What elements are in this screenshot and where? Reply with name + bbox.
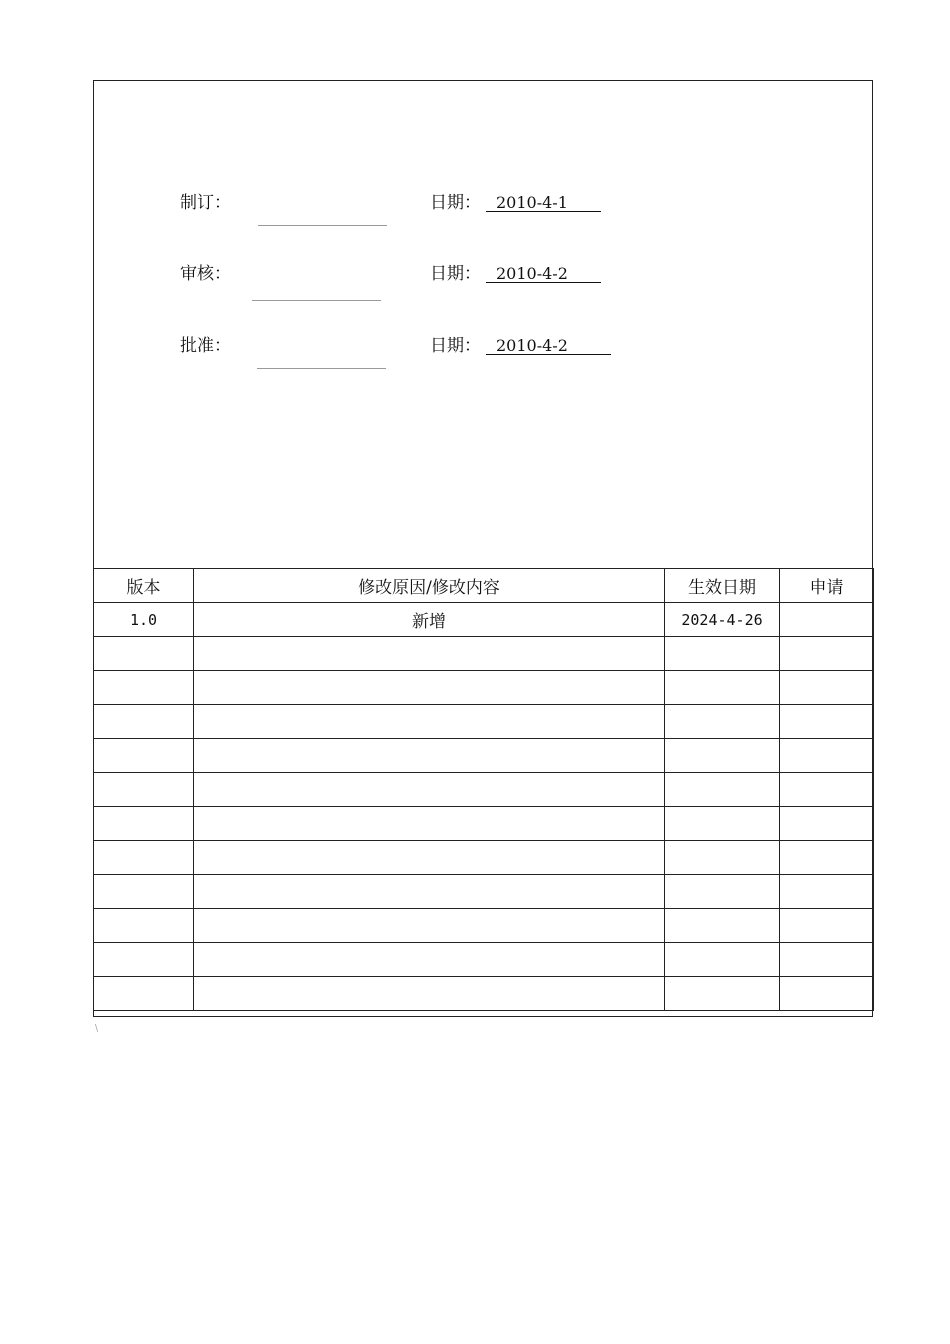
change-reason-cell[interactable] — [194, 807, 665, 841]
approved-by-signature-line[interactable] — [257, 368, 386, 369]
reviewed-date-value[interactable]: 2010-4-2 — [496, 264, 568, 283]
effective-date-cell[interactable] — [665, 807, 780, 841]
effective-date-cell[interactable]: 2024-4-26 — [665, 603, 780, 637]
version-cell[interactable] — [94, 773, 194, 807]
drafted-date-label: 日期： — [430, 193, 481, 213]
change-reason-cell[interactable] — [194, 671, 665, 705]
applicant-cell[interactable] — [780, 841, 874, 875]
effective-date-cell[interactable] — [665, 943, 780, 977]
applicant-cell[interactable] — [780, 875, 874, 909]
table-row — [94, 841, 874, 875]
applicant-cell[interactable] — [780, 773, 874, 807]
applicant-cell[interactable] — [780, 671, 874, 705]
header-change-reason: 修改原因/修改内容 — [194, 569, 665, 603]
document-frame — [93, 80, 873, 1017]
drafted-date-value[interactable]: 2010-4-1 — [496, 193, 568, 212]
version-cell[interactable] — [94, 637, 194, 671]
header-version: 版本 — [94, 569, 194, 603]
table-header-row — [94, 569, 874, 603]
approved-date-value[interactable]: 2010-4-2 — [496, 336, 568, 355]
applicant-cell[interactable] — [780, 637, 874, 671]
applicant-cell[interactable] — [780, 977, 874, 1011]
table-row — [94, 807, 874, 841]
header-applicant: 申请 — [780, 569, 874, 603]
applicant-cell[interactable] — [780, 807, 874, 841]
applicant-cell[interactable] — [780, 705, 874, 739]
table-row — [94, 637, 874, 671]
table-row — [94, 739, 874, 773]
effective-date-cell[interactable] — [665, 875, 780, 909]
change-reason-cell[interactable] — [194, 875, 665, 909]
approved-date-label: 日期： — [430, 336, 481, 356]
applicant-cell[interactable] — [780, 739, 874, 773]
version-cell[interactable]: 1.0 — [94, 603, 194, 637]
change-reason-cell[interactable] — [194, 977, 665, 1011]
stray-mark: \ — [95, 1024, 99, 1034]
version-cell[interactable] — [94, 841, 194, 875]
change-reason-cell[interactable] — [194, 739, 665, 773]
version-cell[interactable] — [94, 977, 194, 1011]
drafted-by-label: 制订： — [180, 193, 231, 213]
version-cell[interactable] — [94, 671, 194, 705]
effective-date-cell[interactable] — [665, 909, 780, 943]
applicant-cell[interactable] — [780, 603, 874, 637]
version-cell[interactable] — [94, 943, 194, 977]
version-cell[interactable] — [94, 875, 194, 909]
change-reason-cell[interactable]: 新增 — [194, 603, 665, 637]
reviewed-date-underline — [486, 282, 601, 283]
version-cell[interactable] — [94, 705, 194, 739]
applicant-cell[interactable] — [780, 909, 874, 943]
revision-table-body — [94, 603, 874, 1011]
effective-date-cell[interactable] — [665, 841, 780, 875]
change-reason-cell[interactable] — [194, 943, 665, 977]
effective-date-cell[interactable] — [665, 739, 780, 773]
effective-date-cell[interactable] — [665, 637, 780, 671]
revision-history-table — [93, 568, 874, 1011]
approved-by-label: 批准： — [180, 336, 231, 356]
approved-date-underline — [486, 354, 611, 355]
drafted-date-underline — [486, 211, 601, 212]
table-row — [94, 603, 874, 637]
table-row — [94, 671, 874, 705]
table-row — [94, 773, 874, 807]
change-reason-cell[interactable] — [194, 841, 665, 875]
version-cell[interactable] — [94, 739, 194, 773]
reviewed-by-label: 审核： — [180, 264, 231, 284]
change-reason-cell[interactable] — [194, 909, 665, 943]
version-cell[interactable] — [94, 807, 194, 841]
reviewed-by-signature-line[interactable] — [252, 300, 381, 301]
change-reason-cell[interactable] — [194, 637, 665, 671]
change-reason-cell[interactable] — [194, 773, 665, 807]
drafted-by-signature-line[interactable] — [258, 225, 387, 226]
table-row — [94, 705, 874, 739]
header-effective-date: 生效日期 — [665, 569, 780, 603]
effective-date-cell[interactable] — [665, 977, 780, 1011]
table-row — [94, 909, 874, 943]
change-reason-cell[interactable] — [194, 705, 665, 739]
version-cell[interactable] — [94, 909, 194, 943]
effective-date-cell[interactable] — [665, 773, 780, 807]
reviewed-date-label: 日期： — [430, 264, 481, 284]
applicant-cell[interactable] — [780, 943, 874, 977]
effective-date-cell[interactable] — [665, 705, 780, 739]
table-row — [94, 977, 874, 1011]
table-row — [94, 943, 874, 977]
effective-date-cell[interactable] — [665, 671, 780, 705]
table-row — [94, 875, 874, 909]
